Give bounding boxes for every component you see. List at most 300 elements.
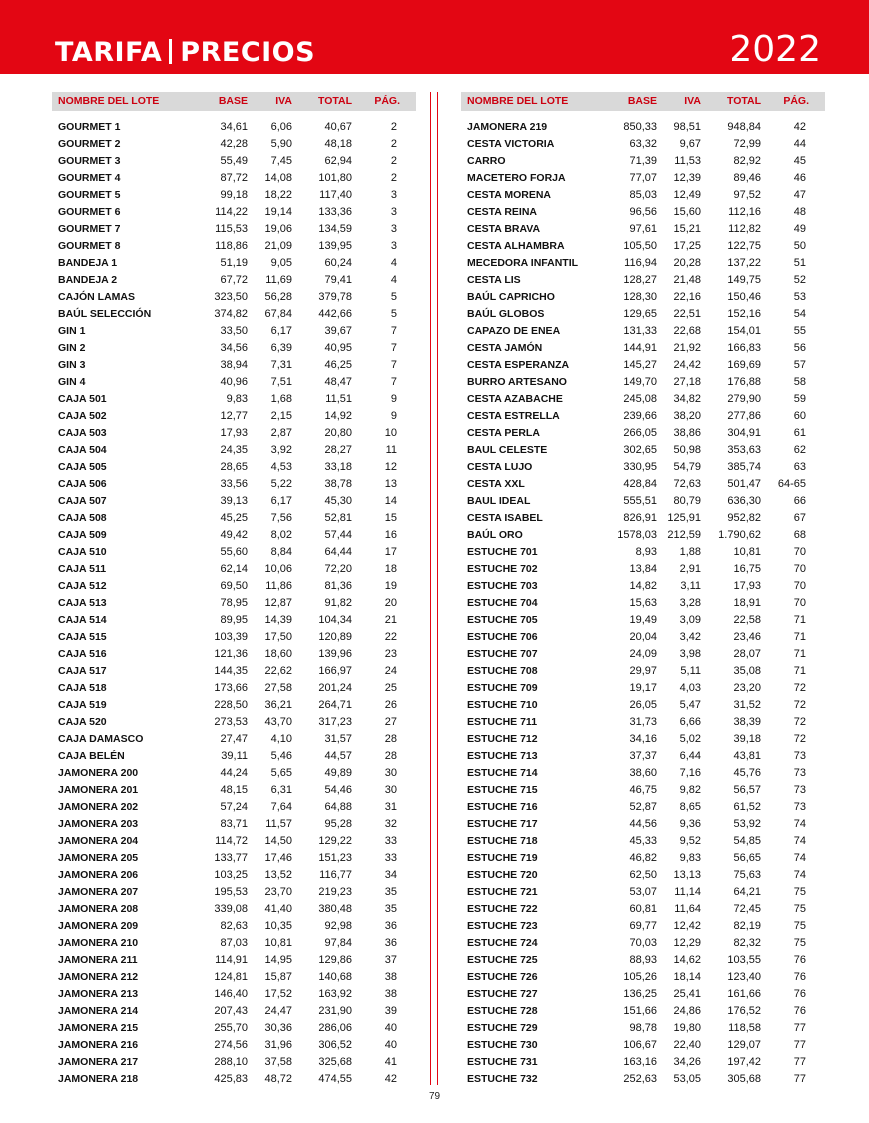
- table-row: [461, 867, 825, 884]
- cell-total: 38,39: [733, 716, 761, 728]
- cell-base: 428,84: [623, 478, 657, 490]
- cell-page: 36: [384, 937, 397, 949]
- cell-base: 70,03: [629, 937, 657, 949]
- cell-total: 23,46: [733, 631, 761, 643]
- cell-total: 44,57: [324, 750, 352, 762]
- cell-page: 24: [384, 665, 397, 677]
- cell-name: BAUL IDEAL: [467, 495, 531, 507]
- cell-total: 40,95: [324, 342, 352, 354]
- cell-iva: 5,02: [679, 733, 701, 745]
- cell-page: 33: [384, 835, 397, 847]
- cell-base: 146,40: [214, 988, 248, 1000]
- cell-page: 30: [384, 767, 397, 779]
- cell-page: 77: [793, 1056, 806, 1068]
- cell-base: 133,77: [214, 852, 248, 864]
- cell-name: JAMONERA 217: [58, 1056, 139, 1068]
- cell-iva: 12,49: [673, 189, 701, 201]
- table-row: [461, 612, 825, 629]
- cell-name: JAMONERA 211: [58, 954, 138, 966]
- cell-page: 50: [793, 240, 806, 252]
- cell-page: 4: [390, 257, 397, 269]
- cell-name: ESTUCHE 729: [467, 1022, 538, 1034]
- cell-page: 42: [793, 121, 806, 133]
- cell-base: 63,32: [629, 138, 657, 150]
- cell-name: CESTA ESTRELLA: [467, 410, 560, 422]
- cell-page: 62: [793, 444, 806, 456]
- cell-name: ESTUCHE 732: [467, 1073, 538, 1085]
- cell-total: 117,40: [319, 189, 352, 201]
- cell-base: 144,35: [214, 665, 248, 677]
- table-row: [52, 459, 416, 476]
- cell-name: ESTUCHE 721: [467, 886, 538, 898]
- cell-page: 60: [793, 410, 806, 422]
- cell-page: 26: [384, 699, 397, 711]
- cell-page: 7: [390, 325, 397, 337]
- cell-iva: 1,88: [679, 546, 701, 558]
- cell-iva: 6,39: [270, 342, 292, 354]
- cell-total: 129,22: [318, 835, 352, 847]
- cell-name: CESTA ESPERANZA: [467, 359, 570, 371]
- cell-total: 112,82: [728, 223, 761, 235]
- cell-total: 166,83: [727, 342, 761, 354]
- table-row: [52, 1054, 416, 1071]
- cell-name: GIN 3: [58, 359, 86, 371]
- cell-total: 163,92: [318, 988, 352, 1000]
- cell-total: 89,46: [733, 172, 761, 184]
- cell-total: 39,18: [733, 733, 761, 745]
- table-row: [461, 425, 825, 442]
- cell-total: 286,06: [318, 1022, 352, 1034]
- table-row: [461, 170, 825, 187]
- cell-iva: 8,84: [270, 546, 292, 558]
- cell-name: GOURMET 6: [58, 206, 121, 218]
- table-row: [461, 476, 825, 493]
- cell-total: 152,16: [727, 308, 761, 320]
- cell-iva: 34,82: [673, 393, 701, 405]
- table-row: [461, 187, 825, 204]
- cell-iva: 8,02: [270, 529, 292, 541]
- table-row: [461, 969, 825, 986]
- cell-iva: 14,62: [673, 954, 701, 966]
- table-row: [461, 595, 825, 612]
- cell-name: CESTA VICTORIA: [467, 138, 555, 150]
- cell-total: 20,80: [324, 427, 352, 439]
- cell-iva: 13,13: [673, 869, 701, 881]
- cell-base: 131,33: [623, 325, 657, 337]
- cell-name: ESTUCHE 718: [467, 835, 538, 847]
- table-row: [52, 119, 416, 136]
- cell-name: CAJA 504: [58, 444, 107, 456]
- cell-name: CAJA 506: [58, 478, 107, 490]
- table-row: [52, 391, 416, 408]
- cell-total: 442,66: [318, 308, 352, 320]
- cell-iva: 3,98: [679, 648, 701, 660]
- cell-iva: 4,10: [270, 733, 292, 745]
- table-row: [461, 204, 825, 221]
- table-row: [461, 238, 825, 255]
- cell-total: 112,16: [728, 206, 761, 218]
- cell-page: 3: [390, 223, 397, 235]
- cell-total: 1.790,62: [718, 529, 761, 541]
- cell-base: 228,50: [214, 699, 248, 711]
- cell-name: BAÚL GLOBOS: [467, 308, 545, 320]
- cell-page: 66: [793, 495, 806, 507]
- table-row: [461, 306, 825, 323]
- cell-iva: 4,53: [270, 461, 292, 473]
- cell-base: 69,77: [629, 920, 657, 932]
- cell-base: 44,56: [629, 818, 657, 830]
- cell-name: JAMONERA 205: [58, 852, 139, 864]
- cell-iva: 7,64: [270, 801, 292, 813]
- cell-page: 67: [793, 512, 806, 524]
- table-row: [461, 408, 825, 425]
- table-row: [52, 986, 416, 1003]
- table-row: [52, 901, 416, 918]
- cell-iva: 11,53: [674, 155, 701, 167]
- cell-base: 173,66: [214, 682, 248, 694]
- cell-base: 42,28: [220, 138, 248, 150]
- table-row: [52, 374, 416, 391]
- cell-iva: 13,52: [264, 869, 292, 881]
- cell-name: JAMONERA 204: [58, 835, 139, 847]
- table-row: [461, 136, 825, 153]
- cell-base: 97,61: [629, 223, 657, 235]
- cell-iva: 11,64: [674, 903, 701, 915]
- table-row: [52, 680, 416, 697]
- cell-iva: 25,41: [673, 988, 701, 1000]
- cell-name: BAÚL SELECCIÓN: [58, 308, 152, 320]
- cell-total: 219,23: [318, 886, 352, 898]
- cell-iva: 7,51: [270, 376, 292, 388]
- cell-page: 2: [390, 172, 397, 184]
- cell-iva: 36,21: [264, 699, 292, 711]
- cell-iva: 14,39: [264, 614, 292, 626]
- cell-total: 129,86: [318, 954, 352, 966]
- cell-base: 46,75: [629, 784, 657, 796]
- table-row: [52, 952, 416, 969]
- cell-iva: 22,40: [673, 1039, 701, 1051]
- cell-iva: 24,86: [673, 1005, 701, 1017]
- cell-iva: 10,81: [264, 937, 292, 949]
- cell-name: CAJA 505: [58, 461, 107, 473]
- cell-iva: 6,44: [679, 750, 701, 762]
- cell-name: CAJA 509: [58, 529, 107, 541]
- cell-base: 33,50: [220, 325, 248, 337]
- cell-total: 166,97: [318, 665, 352, 677]
- table-row: [461, 833, 825, 850]
- cell-name: ESTUCHE 730: [467, 1039, 538, 1051]
- cell-page: 22: [384, 631, 397, 643]
- table-row: [52, 1037, 416, 1054]
- cell-base: 51,19: [220, 257, 248, 269]
- cell-name: CAJA 514: [58, 614, 107, 626]
- cell-name: CESTA MORENA: [467, 189, 551, 201]
- table-row: [52, 527, 416, 544]
- cell-base: 48,15: [220, 784, 248, 796]
- cell-iva: 31,96: [264, 1039, 292, 1051]
- cell-name: GOURMET 7: [58, 223, 121, 235]
- cell-name: GIN 1: [58, 325, 86, 337]
- cell-total: 103,55: [727, 954, 761, 966]
- cell-name: ESTUCHE 715: [467, 784, 538, 796]
- cell-iva: 5,65: [270, 767, 292, 779]
- cell-base: 103,39: [214, 631, 248, 643]
- table-row: [461, 731, 825, 748]
- price-table-left: [52, 92, 416, 1088]
- cell-name: JAMONERA 215: [58, 1022, 139, 1034]
- cell-iva: 12,87: [264, 597, 292, 609]
- cell-base: 89,95: [220, 614, 248, 626]
- cell-iva: 5,90: [270, 138, 292, 150]
- cell-iva: 21,09: [264, 240, 292, 252]
- table-row: [461, 442, 825, 459]
- cell-page: 3: [390, 206, 397, 218]
- cell-base: 144,91: [623, 342, 657, 354]
- cell-base: 71,39: [629, 155, 657, 167]
- cell-page: 72: [793, 733, 806, 745]
- cell-name: GOURMET 2: [58, 138, 121, 150]
- cell-page: 5: [390, 308, 397, 320]
- cell-page: 3: [390, 240, 397, 252]
- cell-iva: 10,06: [264, 563, 292, 575]
- cell-base: 27,47: [220, 733, 248, 745]
- cell-iva: 18,60: [264, 648, 292, 660]
- cell-base: 37,37: [629, 750, 657, 762]
- cell-name: JAMONERA 206: [58, 869, 139, 881]
- cell-total: 176,88: [727, 376, 761, 388]
- cell-iva: 9,82: [679, 784, 701, 796]
- cell-total: 277,86: [727, 410, 761, 422]
- table-header: [52, 92, 416, 111]
- cell-name: CAJA BELÉN: [58, 750, 125, 762]
- cell-iva: 48,72: [264, 1073, 292, 1085]
- cell-name: ESTUCHE 722: [467, 903, 538, 915]
- cell-name: BAUL CELESTE: [467, 444, 548, 456]
- cell-page: 73: [793, 801, 806, 813]
- table-row: [461, 289, 825, 306]
- cell-base: 14,82: [629, 580, 657, 592]
- cell-total: 95,28: [324, 818, 352, 830]
- cell-iva: 15,87: [264, 971, 292, 983]
- cell-total: 304,91: [727, 427, 761, 439]
- cell-total: 379,78: [318, 291, 352, 303]
- cell-base: 15,63: [629, 597, 657, 609]
- table-row: [52, 731, 416, 748]
- table-row: [52, 170, 416, 187]
- cell-name: BANDEJA 1: [58, 257, 118, 269]
- cell-total: 82,32: [733, 937, 761, 949]
- cell-page: 18: [384, 563, 397, 575]
- cell-iva: 12,29: [673, 937, 701, 949]
- cell-name: JAMONERA 210: [58, 937, 139, 949]
- table-row: [52, 544, 416, 561]
- cell-iva: 6,31: [270, 784, 292, 796]
- cell-base: 98,78: [629, 1022, 657, 1034]
- cell-name: CAJA 519: [58, 699, 107, 711]
- table-row: [461, 323, 825, 340]
- cell-total: 264,71: [318, 699, 352, 711]
- cell-iva: 9,36: [679, 818, 701, 830]
- cell-name: ESTUCHE 712: [467, 733, 538, 745]
- cell-page: 12: [384, 461, 397, 473]
- cell-name: CAJA 520: [58, 716, 107, 728]
- table-row: [461, 357, 825, 374]
- cell-page: 23: [384, 648, 397, 660]
- cell-total: 123,40: [727, 971, 761, 983]
- table-row: [461, 884, 825, 901]
- cell-name: ESTUCHE 726: [467, 971, 538, 983]
- table-row: [52, 612, 416, 629]
- cell-total: 353,63: [727, 444, 761, 456]
- cell-base: 302,65: [623, 444, 657, 456]
- cell-page: 55: [793, 325, 806, 337]
- cell-page: 75: [793, 937, 806, 949]
- cell-base: 33,56: [220, 478, 248, 490]
- cell-base: 826,91: [623, 512, 657, 524]
- table-row: [461, 459, 825, 476]
- cell-total: 45,76: [733, 767, 761, 779]
- cell-iva: 7,31: [270, 359, 292, 371]
- cell-total: 82,19: [733, 920, 761, 932]
- cell-page: 74: [793, 852, 806, 864]
- cell-base: 163,16: [623, 1056, 657, 1068]
- cell-name: ESTUCHE 724: [467, 937, 538, 949]
- cell-total: 28,07: [733, 648, 761, 660]
- cell-total: 176,52: [727, 1005, 761, 1017]
- column-divider: [430, 92, 431, 1085]
- table-row: [52, 850, 416, 867]
- table-row: [52, 187, 416, 204]
- table-row: [461, 255, 825, 272]
- cell-name: JAMONERA 201: [58, 784, 139, 796]
- cell-iva: 5,22: [270, 478, 292, 490]
- cell-base: 128,27: [623, 274, 657, 286]
- header-iva: IVA: [684, 95, 701, 107]
- table-row: [461, 850, 825, 867]
- cell-base: 45,25: [220, 512, 248, 524]
- cell-total: 11,51: [325, 393, 352, 405]
- cell-page: 70: [793, 580, 806, 592]
- cell-page: 10: [384, 427, 397, 439]
- cell-iva: 14,50: [264, 835, 292, 847]
- cell-base: 67,72: [220, 274, 248, 286]
- table-row: [461, 272, 825, 289]
- cell-base: 374,82: [214, 308, 248, 320]
- cell-total: 60,24: [324, 257, 352, 269]
- cell-name: JAMONERA 208: [58, 903, 139, 915]
- cell-base: 116,94: [624, 257, 657, 269]
- table-row: [461, 646, 825, 663]
- cell-base: 24,09: [629, 648, 657, 660]
- table-row: [52, 799, 416, 816]
- cell-name: BANDEJA 2: [58, 274, 118, 286]
- cell-base: 19,49: [629, 614, 657, 626]
- cell-base: 60,81: [629, 903, 657, 915]
- header-total: TOTAL: [317, 95, 352, 107]
- cell-page: 40: [384, 1039, 397, 1051]
- cell-name: ESTUCHE 727: [467, 988, 538, 1000]
- header-page: PÁG.: [783, 95, 809, 107]
- cell-iva: 17,52: [264, 988, 292, 1000]
- cell-iva: 41,40: [264, 903, 292, 915]
- cell-base: 34,56: [220, 342, 248, 354]
- cell-base: 69,50: [220, 580, 248, 592]
- cell-name: GOURMET 3: [58, 155, 121, 167]
- cell-name: CESTA LIS: [467, 274, 521, 286]
- cell-page: 61: [793, 427, 806, 439]
- cell-iva: 14,08: [264, 172, 292, 184]
- cell-page: 51: [793, 257, 806, 269]
- cell-page: 58: [793, 376, 806, 388]
- page-title: [55, 36, 315, 70]
- cell-iva: 22,51: [673, 308, 701, 320]
- table-row: [52, 646, 416, 663]
- cell-iva: 3,09: [679, 614, 701, 626]
- cell-name: CAJA 510: [58, 546, 107, 558]
- cell-total: 54,46: [324, 784, 352, 796]
- table-row: [52, 221, 416, 238]
- cell-name: CARRO: [467, 155, 506, 167]
- table-row: [461, 391, 825, 408]
- cell-total: 61,52: [733, 801, 761, 813]
- cell-name: ESTUCHE 714: [467, 767, 538, 779]
- cell-base: 62,50: [629, 869, 657, 881]
- table-row: [52, 340, 416, 357]
- cell-name: GIN 2: [58, 342, 86, 354]
- cell-iva: 18,14: [673, 971, 701, 983]
- cell-base: 57,24: [220, 801, 248, 813]
- cell-page: 71: [793, 631, 806, 643]
- cell-total: 56,65: [733, 852, 761, 864]
- cell-page: 39: [384, 1005, 397, 1017]
- cell-page: 27: [384, 716, 397, 728]
- table-row: [52, 136, 416, 153]
- cell-total: 231,90: [318, 1005, 352, 1017]
- table-row: [461, 986, 825, 1003]
- cell-base: 195,53: [214, 886, 248, 898]
- cell-total: 385,74: [727, 461, 761, 473]
- cell-name: CAJA 518: [58, 682, 107, 694]
- cell-base: 555,51: [623, 495, 657, 507]
- cell-iva: 37,58: [264, 1056, 292, 1068]
- cell-name: JAMONERA 218: [58, 1073, 139, 1085]
- cell-iva: 21,92: [673, 342, 701, 354]
- cell-page: 7: [390, 342, 397, 354]
- cell-name: GOURMET 4: [58, 172, 121, 184]
- cell-total: 122,75: [727, 240, 761, 252]
- title-separator: [169, 39, 172, 64]
- cell-total: 380,48: [318, 903, 352, 915]
- cell-base: 82,63: [220, 920, 248, 932]
- cell-base: 96,56: [629, 206, 657, 218]
- header-page: PÁG.: [374, 95, 400, 107]
- table-row: [461, 153, 825, 170]
- cell-base: 24,35: [220, 444, 248, 456]
- cell-base: 55,49: [220, 155, 248, 167]
- cell-base: 38,60: [629, 767, 657, 779]
- cell-total: 64,44: [324, 546, 352, 558]
- cell-name: BAÚL ORO: [467, 529, 523, 541]
- cell-iva: 3,28: [679, 597, 701, 609]
- cell-total: 64,88: [324, 801, 352, 813]
- cell-page: 45: [793, 155, 806, 167]
- cell-name: BURRO ARTESANO: [467, 376, 567, 388]
- cell-base: 52,87: [629, 801, 657, 813]
- cell-page: 76: [793, 954, 806, 966]
- cell-total: 79,41: [324, 274, 352, 286]
- table-row: [52, 969, 416, 986]
- cell-name: GIN 4: [58, 376, 86, 388]
